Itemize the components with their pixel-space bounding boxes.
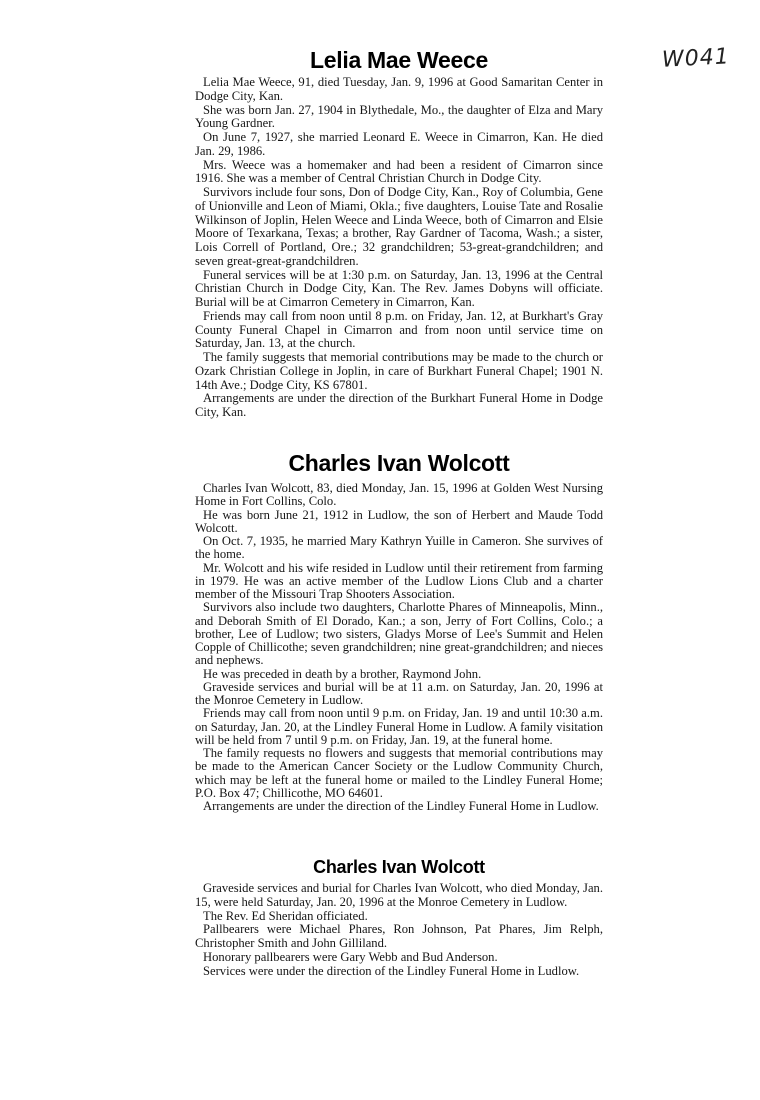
obituary-paragraph: Arrangements are under the direction of the Lindley Funeral Home in Ludlow. xyxy=(203,799,599,813)
obituary-paragraph: The family suggests that memorial contributions may be made to the church or Ozark Christian College in Joplin, in care of Burkhart Funeral Chapel; 1901 N. 14th Ave.; Dodge City, KS 67801. xyxy=(195,350,603,392)
obituary-title: Lelia Mae Weece xyxy=(310,47,488,73)
obituary-paragraph: Lelia Mae Weece, 91, died Tuesday, Jan. 9, 1996 at Good Samaritan Center in Dodge City, Kan. xyxy=(195,75,603,103)
obituary-body xyxy=(195,76,603,420)
obituary-paragraph: Mrs. Weece was a homemaker and had been a resident of Cimarron since 1916. She was a member of Central Christian Church in Dodge City. xyxy=(195,157,603,186)
obituary-title: Charles Ivan Wolcott xyxy=(313,857,485,877)
obituary-paragraph: Services were under the direction of the Lindley Funeral Home in Ludlow. xyxy=(203,963,580,978)
obituary-wolcott-graveside-notice xyxy=(195,852,603,979)
obituary-paragraph: He was born June 21, 1912 in Ludlow, the son of Herbert and Maude Todd Wolcott. xyxy=(195,507,603,535)
obituary-paragraph: Graveside services and burial for Charles Ivan Wolcott, who died Monday, Jan. 15, were held Saturday, Jan. 20, 1996 at the Monroe Cemetery in Ludlow. xyxy=(195,881,603,909)
obituary-paragraph: Mr. Wolcott and his wife resided in Ludlow until their retirement from farming in 1979. He was an active member of the Ludlow Lions Club and a charter member of the Missouri Trap Shooters Association. xyxy=(195,560,603,601)
obituary-paragraph: Survivors also include two daughters, Charlotte Phares of Minneapolis, Minn., and Deborah Smith of El Dorado, Kan.; a son, Jerry of Fort Collins, Colo.; a brother, Lee of Ludlow; two sisters, Gladys Morse of Lee's Summit and Helen Copple of Chillicothe; seven grandchildren; nine great-grandchildren; and nieces and nephews. xyxy=(195,600,603,668)
obituary-paragraph: On June 7, 1927, she married Leonard E. Weece in Cimarron, Kan. He died Jan. 29, 1986. xyxy=(195,130,603,158)
obituary-paragraph: Funeral services will be at 1:30 p.m. on Saturday, Jan. 13, 1996 at the Central Christian Church in Dodge City, Kan. The Rev. James Dobyns will officiate. Burial will be at Cimarron Cemetery in Cimarron, Kan. xyxy=(195,267,603,309)
obituary-body xyxy=(195,482,603,813)
obituary-title: Charles Ivan Wolcott xyxy=(288,450,510,476)
handwritten-annotation: W041 xyxy=(661,44,731,73)
obituary-paragraph: The family requests no flowers and suggests that memorial contributions may be made to the American Cancer Society or the Ludlow Community Church, which may be left at the funeral home or mailed to the Lindley Funeral Home; P.O. Box 47; Chillicothe, MO 64601. xyxy=(195,746,603,800)
obituary-paragraph: Friends may call from noon until 9 p.m. on Friday, Jan. 19 and until 10:30 a.m. on Saturday, Jan. 20, at the Lindley Funeral Home in Ludlow. A family visitation will be held from 7 until 9 p.m. on Friday, Jan. 19, at the funeral home. xyxy=(195,706,603,747)
obituary-charles-ivan-wolcott xyxy=(195,444,603,813)
obituary-paragraph: Graveside services and burial will be at 11 a.m. on Saturday, Jan. 20, 1996 at the Monroe Cemetery in Ludlow. xyxy=(195,679,603,707)
obituary-paragraph: Charles Ivan Wolcott, 83, died Monday, Jan. 15, 1996 at Golden West Nursing Home in Fort Collins, Colo. xyxy=(195,481,603,509)
obituary-paragraph: He was preceded in death by a brother, Raymond John. xyxy=(203,666,482,681)
obituary-lelia-mae-weece xyxy=(195,44,603,420)
obituary-body xyxy=(195,882,603,979)
obituary-paragraph: She was born Jan. 27, 1904 in Blythedale, Mo., the daughter of Elza and Mary Young Gardner. xyxy=(195,102,603,131)
obituary-paragraph: Friends may call from noon until 8 p.m. on Friday, Jan. 12, at Burkhart's Gray County Funeral Chapel in Cimarron and from noon until service time on Saturday, Jan. 13, at the church. xyxy=(195,308,603,351)
obituary-paragraph: The Rev. Ed Sheridan officiated. xyxy=(203,908,368,923)
obituary-paragraph: Honorary pallbearers were Gary Webb and Bud Anderson. xyxy=(203,949,498,964)
obituary-paragraph: Arrangements are under the direction of the Burkhart Funeral Home in Dodge City, Kan. xyxy=(195,391,603,419)
obituary-paragraph: Survivors include four sons, Don of Dodge City, Kan., Roy of Columbia, Gene of Unionville and Leon of Miami, Okla.; five daughters, Louise Tate and Rosalie Wilkinson of Joplin, Helen Weece and Linda Weece, both of Cimarron and Elsie Moore of Texarkana, Texas; a brother, Ray Gardner of Tacoma, Wash.; a sister, Lois Correll of Portland, Ore.; 32 grandchildren; 53-great-grandchildren; and seven great-great-grandchildren. xyxy=(195,185,603,268)
obituary-paragraph: On Oct. 7, 1935, he married Mary Kathryn Yuille in Cameron. She survives of the home. xyxy=(195,534,603,562)
obituary-paragraph: Pallbearers were Michael Phares, Ron Johnson, Pat Phares, Jim Relph, Christopher Smith and John Gilliland. xyxy=(195,922,603,951)
